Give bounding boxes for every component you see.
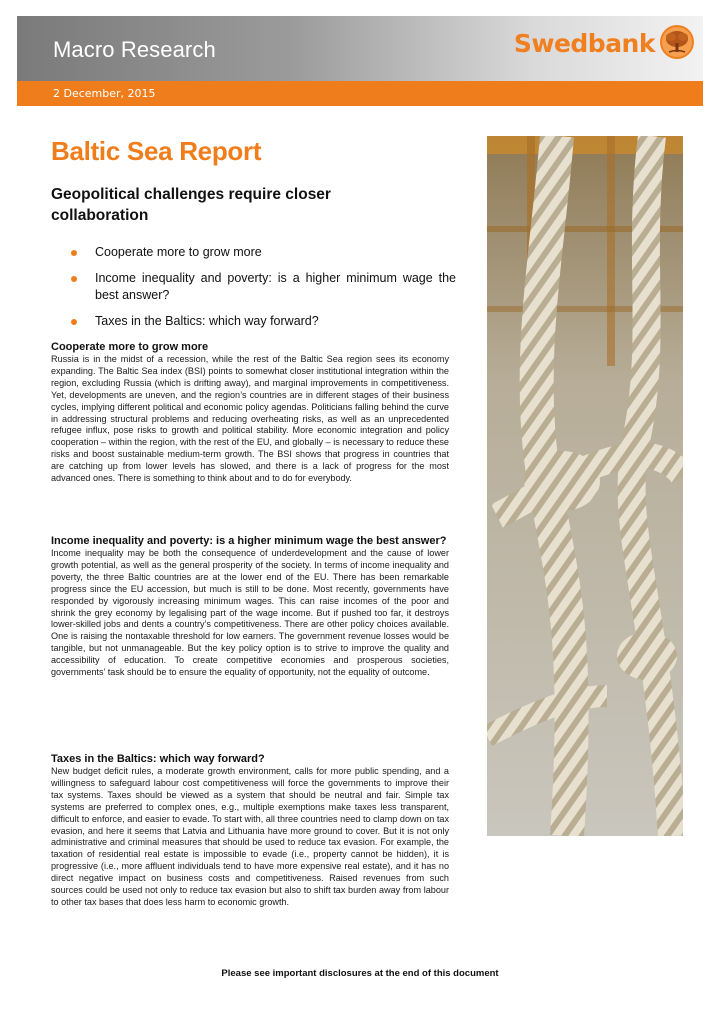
key-point bbox=[71, 270, 456, 304]
key-point bbox=[71, 244, 456, 261]
key-point-text: Taxes in the Baltics: which way forward? bbox=[95, 314, 319, 328]
date-bar bbox=[17, 81, 703, 106]
disclosure-footer: Please see important disclosures at the end of this document bbox=[221, 968, 499, 979]
bullet-icon bbox=[71, 276, 77, 282]
publication-date: 2 December, 2015 bbox=[53, 87, 156, 100]
rope-illustration-icon bbox=[487, 136, 683, 836]
bullet-icon bbox=[71, 319, 77, 325]
report-title: Baltic Sea Report bbox=[51, 136, 262, 166]
report-subtitle: Geopolitical challenges require closer collaboration bbox=[51, 186, 331, 224]
oak-tree-logo-icon bbox=[659, 24, 695, 60]
header-title: Macro Research bbox=[53, 37, 216, 62]
key-point bbox=[71, 313, 456, 330]
key-point-text: Income inequality and poverty: is a higher minimum wage the best answer? bbox=[95, 271, 456, 302]
section-cooperate bbox=[51, 341, 449, 485]
section-heading: Income inequality and poverty: is a higher minimum wage the best answer? bbox=[51, 535, 447, 547]
section-income-inequality bbox=[51, 535, 449, 679]
header-banner bbox=[17, 16, 703, 81]
section-body: Income inequality may be both the consequence of underdevelopment and the cause of lower growth potential, as well as the general prosperity of the society. In terms of income inequality and poverty, the three Baltic countries are at the lower end of the EU. There has been remarkable progress since the EU accession, but much is still to be done. Most recently, governments have responded by vigorously increasing minimum wages. This can raise incomes of the poor and shrink the grey economy by legalising part of the wage income. But if pushed too far, it destroys lower-skilled jobs and dents a country’s competitiveness. There are other policy choices available. One is raising the nontaxable threshold for low earners. The government revenue losses would be tangible, but not unmanageable. But the key policy option is to strive to improve the quality and accessibility of education. To create competitive economies and prosperous societies, governments’ task should be to ensure the equality of opportunity, not the equality of outcome. bbox=[51, 548, 449, 678]
section-taxes bbox=[51, 753, 449, 909]
section-heading: Taxes in the Baltics: which way forward? bbox=[51, 753, 265, 765]
key-point-text: Cooperate more to grow more bbox=[95, 245, 262, 259]
brand-wordmark: Swedbank bbox=[513, 29, 655, 58]
section-heading: Cooperate more to grow more bbox=[51, 341, 209, 353]
rope-knot-photo bbox=[487, 136, 683, 836]
section-body: New budget deficit rules, a moderate growth environment, calls for more public spending, and a willingness to safeguard labour cost competitiveness will force the governments to improve their tax systems. Taxes should be viewed as a system that should be neutral and fair. Simple tax systems are preferred to complex ones, e.g., multiple exemptions make taxes less transparent, difficult to enforce, and easier to evade. To start with, all three countries need to clamp down on tax evasion, and here it seems that Latvia and Lithuania have more ground to cover. But it is not only administrative and criminal measures that should be used to reduce tax evasion. For example, the taxation of residential real estate is impossible to evade (i.e., property cannot be hidden), it is progressive (i.e., more affluent individuals tend to have more expensive real estate), and it has no direct negative impact on business costs and competitiveness. Raised revenues from such sources could be used not only to reduce tax evasion but also to shift tax burden away from labour to other tax bases that does less harm to economic growth. bbox=[51, 766, 449, 907]
section-body: Russia is in the midst of a recession, while the rest of the Baltic Sea region sees its economy expanding. The Baltic Sea index (BSI) points to somewhat closer institutional integration within the region, excluding Russia (which is drifting away), and marginal improvements in competitiveness. Yet, developments are uneven, and the region’s countries are in different stages of their business cycles, implying different political and economic policy agendas. Politicians falling behind the curve in addressing structural problems and reducing overheating risks, as well as an unprecedented refugee influx, pose risks to growth and political stability. More economic integration and policy cooperation – within the region, with the rest of the EU, and globally – is necessary to reduce these risks and boost sustainable medium-term growth. The BSI shows that progress in countries that are catching up from lower levels has slowed, and there is a lack of progress for the most advanced ones. There is something to think about and to do for everybody. bbox=[51, 354, 449, 484]
bullet-icon bbox=[71, 250, 77, 256]
key-points-list bbox=[71, 244, 456, 339]
